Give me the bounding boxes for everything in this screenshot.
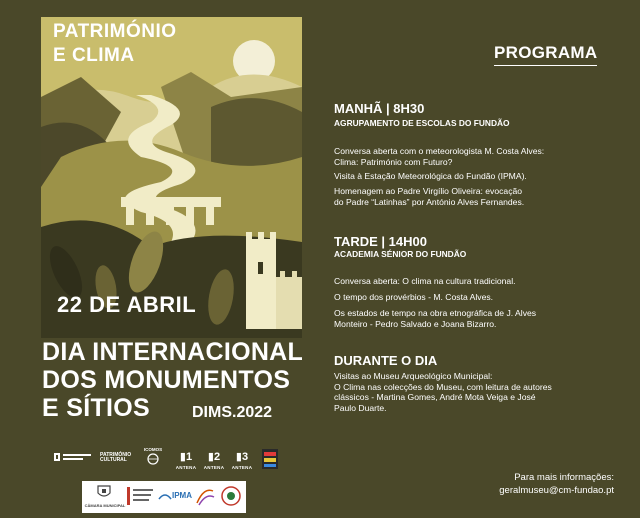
manha-item-3-line2: do Padre “Latinhas” por António Alves Fernandes. <box>334 196 525 207</box>
poster-title-line1: PATRIMÓNIO <box>53 21 177 42</box>
event-date: 22 DE ABRIL <box>57 292 197 317</box>
antena-3-icon: ▮ <box>235 451 242 463</box>
antena-2-icon: ▮ <box>207 451 214 463</box>
durante-title: DURANTE O DIA <box>334 353 438 368</box>
dims-label: DIMS.2022 <box>192 404 273 421</box>
tarde-item-3 <box>334 308 634 329</box>
tarde-subtitle: ACADEMIA SÉNIOR DO FUNDÃO <box>334 249 467 259</box>
republica-logo <box>54 452 92 464</box>
globe-icon <box>146 453 160 465</box>
manha-item-2 <box>334 171 634 182</box>
tarde-item-2 <box>334 292 634 303</box>
manha-title: MANHÃ | 8H30 <box>334 101 425 116</box>
icomos-logo <box>142 447 164 470</box>
durante-item-1-line2: O Clima nas colecções do Museu, com leitura de autores <box>334 381 552 392</box>
durante-item-1-line1: Visitas ao Museu Arqueológico Municipal: <box>334 371 493 381</box>
media-logo <box>262 449 278 469</box>
antena-3-num: 3 <box>241 451 249 463</box>
poster-title-line2: E CLIMA <box>53 45 135 66</box>
antena-2-logo <box>201 447 227 470</box>
antena-1-label: ANTENA <box>175 465 197 470</box>
durante-item-1-line4: Paulo Duarte. <box>334 402 387 413</box>
manha-subtitle: AGRUPAMENTO DE ESCOLAS DO FUNDÃO <box>334 118 510 128</box>
museu-logo <box>127 485 155 509</box>
tarde-title: TARDE | 14H00 <box>334 234 427 249</box>
partners-logo-bar <box>82 481 246 513</box>
poster-title <box>53 20 177 68</box>
durante-item-1 <box>334 371 634 413</box>
tarde-item-3-line2: Monteiro - Pedro Salvado e Joana Bizarro. <box>334 318 497 329</box>
manha-item-2-line1: Visita à Estação Meteorológica do Fundão (IPMA). <box>334 171 527 181</box>
antena-3-logo <box>229 447 255 470</box>
antena-1-logo <box>173 447 199 470</box>
antena-2-label: ANTENA <box>203 465 225 470</box>
durante-item-1-line3: clássicos - Martina Gomes, André Mota Veiga e José <box>334 392 536 402</box>
programa-heading: PROGRAMA <box>494 43 597 66</box>
main-title-line3: E SÍTIOS <box>42 394 150 422</box>
info-label: Para mais informações: <box>514 472 614 483</box>
coat-of-arms-icon <box>96 484 112 500</box>
academia-logo <box>194 485 216 507</box>
manha-item-3 <box>334 186 634 207</box>
tarde-item-2-line1: O tempo dos provérbios - M. Costa Alves. <box>334 292 494 302</box>
info-email-link[interactable]: geralmuseu@cm-fundao.pt <box>499 485 614 496</box>
antena-2-num: 2 <box>213 451 221 463</box>
ipma-label: IPMA <box>172 491 192 500</box>
manha-item-3-line1: Homenagem ao Padre Virgílio Oliveira: evocação <box>334 186 523 196</box>
main-title-line1: DIA INTERNACIONAL <box>42 338 304 366</box>
tarde-item-3-line1: Os estados de tempo na obra etnográfica de J. Alves <box>334 308 537 318</box>
antena-3-label: ANTENA <box>231 465 253 470</box>
icomos-label: ICOMOS <box>143 447 163 452</box>
manha-item-1 <box>334 146 634 167</box>
escola-logo <box>220 484 242 508</box>
antena-1-icon: ▮ <box>179 451 186 463</box>
tarde-item-1 <box>334 276 634 287</box>
antena-1-num: 1 <box>185 451 193 463</box>
manha-item-1-line2: Clima: Património com Futuro? <box>334 156 453 167</box>
manha-item-1-line1: Conversa aberta com o meteorologista M. Costa Alves: <box>334 146 545 156</box>
ipma-icon <box>158 491 172 501</box>
camara-label: CÂMARA MUNICIPAL <box>84 503 126 508</box>
patrimonio-cultural-logo: PATRIMÓNIO CULTURAL <box>100 452 132 463</box>
tarde-item-1-line1: Conversa aberta: O clima na cultura tradicional. <box>334 276 516 286</box>
main-title-line2: DOS MONUMENTOS <box>42 366 291 394</box>
